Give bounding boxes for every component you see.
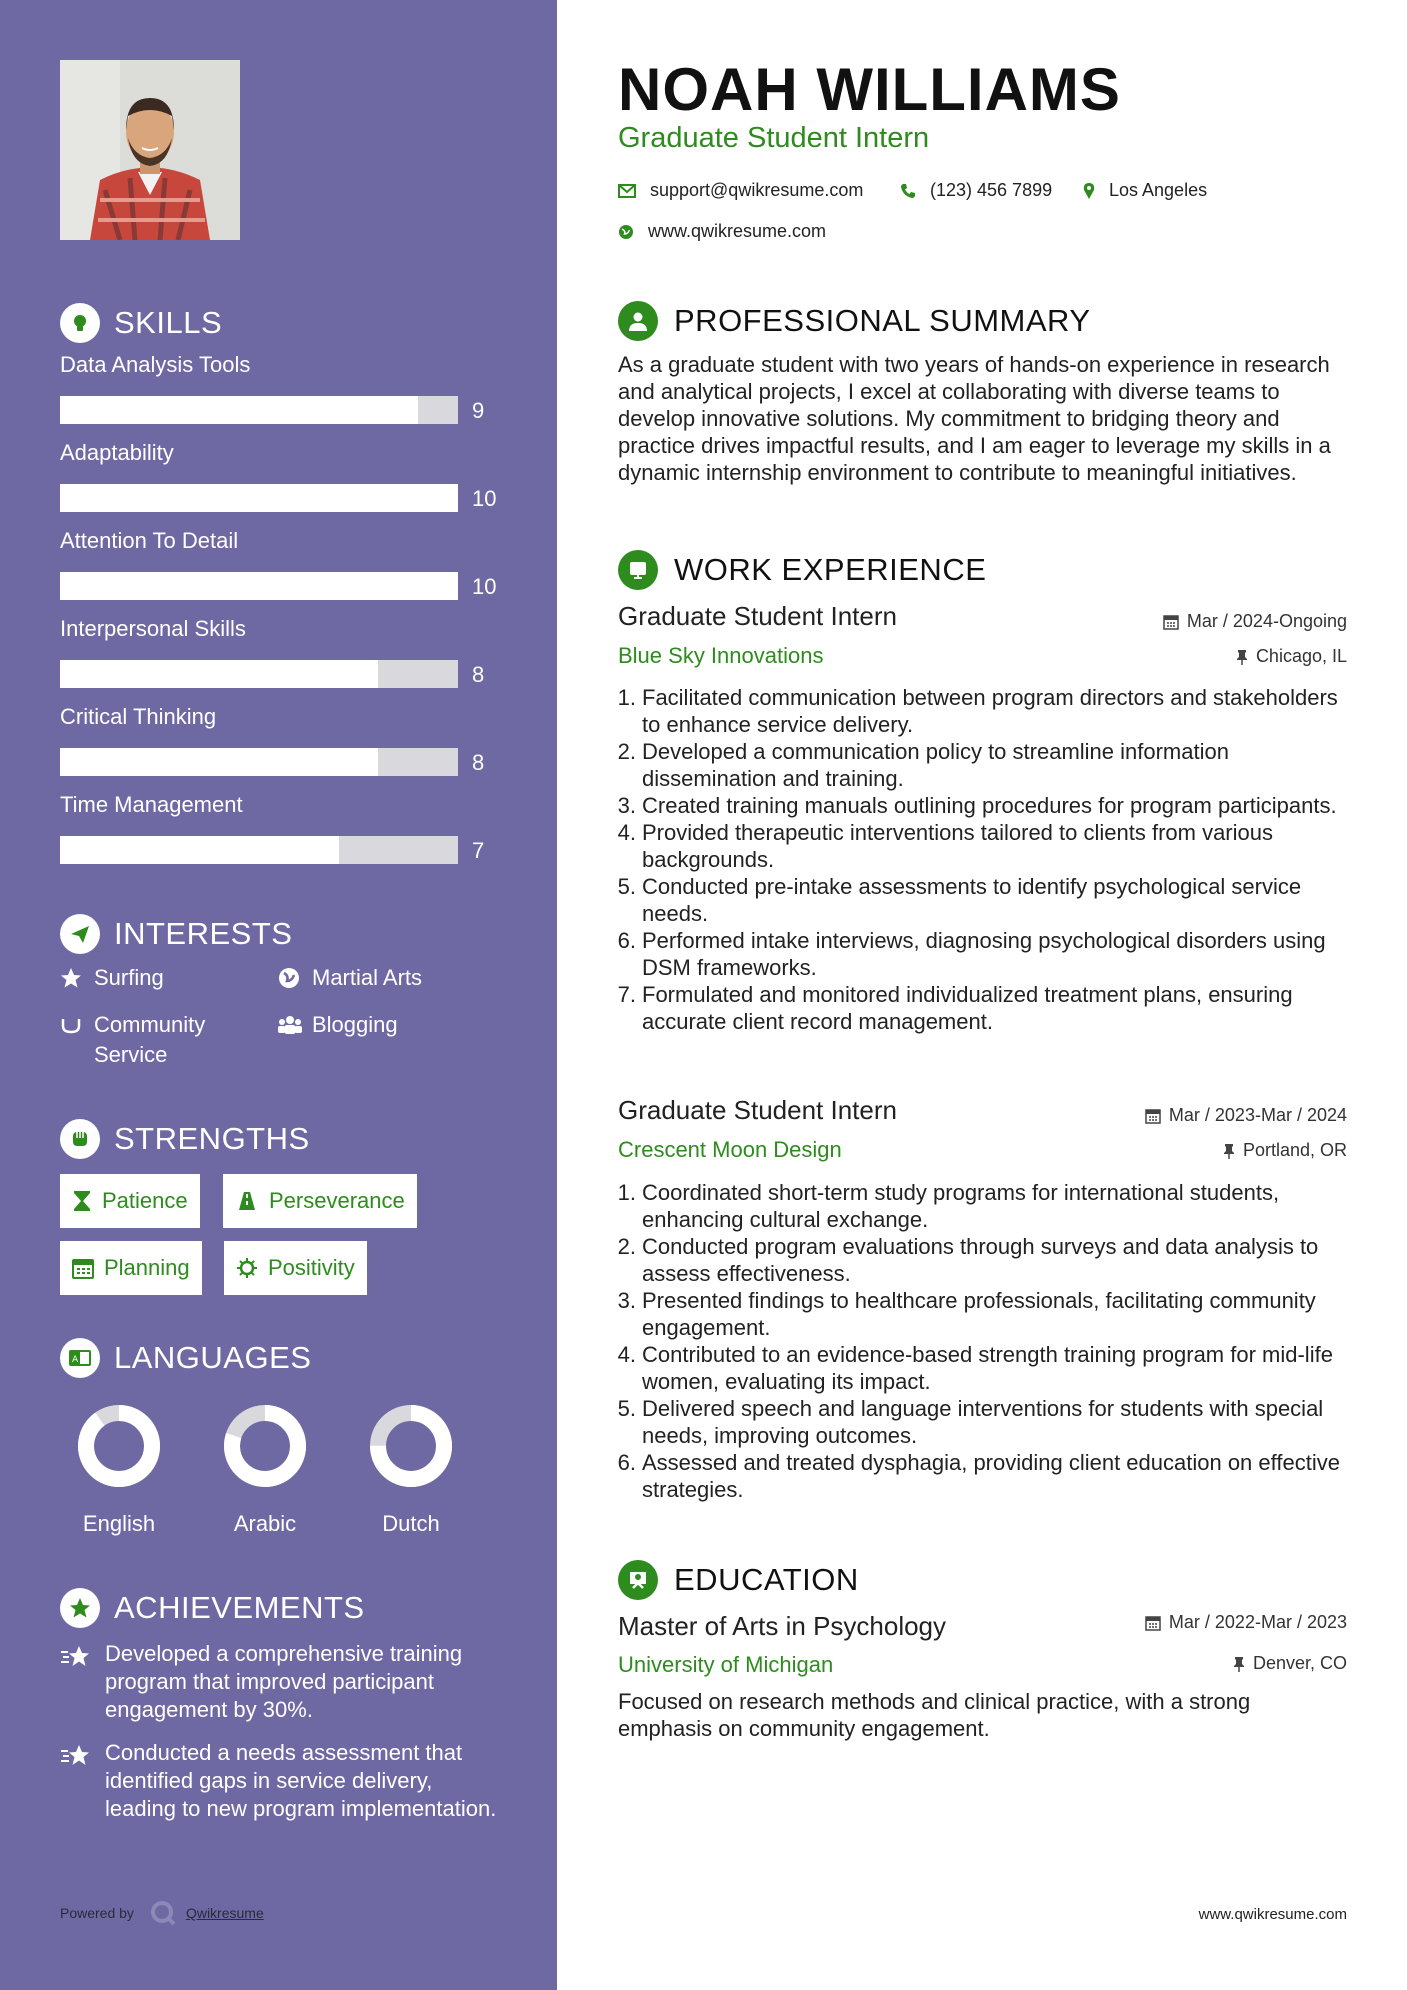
strengths-title: STRENGTHS: [114, 1121, 310, 1156]
duty-item: 2. Developed a communication policy to streamline information dissemination and training.: [610, 738, 1350, 792]
interest-label: Blogging: [312, 1012, 398, 1037]
duty-item: 6. Assessed and treated dysphagia, providing client education on effective strategies.: [610, 1449, 1350, 1503]
skill-value: 8: [472, 750, 485, 775]
skills-title: SKILLS: [114, 305, 223, 340]
duty-text: Presented findings to healthcare professionals, facilitating community engagement.: [642, 1288, 1316, 1340]
footer-url[interactable]: www.qwikresume.com: [1198, 1906, 1347, 1923]
interest-item: [60, 963, 164, 993]
skill-item: [60, 526, 500, 599]
degree-title: Master of Arts in Psychology: [618, 1611, 947, 1641]
duty-text: Created training manuals outlining procedures for program participants.: [642, 793, 1337, 818]
skill-name: Data Analysis Tools: [60, 352, 251, 377]
duty-text: Developed a communication policy to streamline information dissemination and training.: [642, 739, 1229, 791]
powered-by-label: Powered by: [60, 1905, 134, 1921]
interests-heading: [60, 914, 292, 954]
lightbulb-icon: [60, 303, 100, 343]
strength-label: Perseverance: [269, 1188, 405, 1213]
pushpin-icon: [1223, 1143, 1235, 1159]
interests-title: INTERESTS: [114, 916, 293, 951]
strength-tag: [223, 1174, 417, 1228]
experience-heading: [618, 550, 986, 590]
website-text[interactable]: www.qwikresume.com: [648, 221, 827, 241]
skill-value: 10: [472, 486, 497, 511]
skill-item: [60, 350, 500, 423]
job-dates-text: Mar / 2023-Mar / 2024: [1168, 1105, 1347, 1125]
strengths-heading: [60, 1119, 310, 1159]
strength-tag: [60, 1241, 202, 1295]
skill-name: Critical Thinking: [60, 704, 217, 729]
experience-title: WORK EXPERIENCE: [674, 552, 987, 587]
skill-bar-fill: [60, 572, 458, 600]
language-item: [54, 1398, 184, 1537]
fist-icon: [60, 1119, 100, 1159]
interest-label: Community Service: [94, 1012, 206, 1067]
skill-bar-fill: [60, 396, 418, 424]
award-star-icon: [60, 1588, 100, 1628]
skill-bar: [60, 836, 458, 864]
skill-bar-fill: [60, 836, 339, 864]
calendar-icon: [1145, 1615, 1161, 1631]
languages-heading: [60, 1338, 311, 1378]
shooting-star-icon: [60, 1640, 105, 1673]
envelope-icon: [618, 184, 636, 198]
person-photo-icon: [60, 60, 240, 240]
job-dates: [1145, 1105, 1347, 1126]
phone-text[interactable]: (123) 456 7899: [930, 180, 1053, 200]
job-company: Crescent Moon Design: [618, 1137, 842, 1162]
interest-item: [278, 1010, 398, 1040]
achievements-title: ACHIEVEMENTS: [114, 1590, 365, 1625]
skill-value: 7: [472, 838, 485, 863]
globe-icon: [278, 963, 312, 989]
job-dates-text: Mar / 2024-Ongoing: [1186, 611, 1347, 631]
duty-text: Contributed to an evidence-based strength training program for mid-life women, evaluating its impact.: [642, 1342, 1333, 1394]
pushpin-icon: [1233, 1656, 1245, 1672]
summary-title: PROFESSIONAL SUMMARY: [674, 303, 1091, 338]
skill-bar: [60, 572, 458, 600]
achievement-item: [60, 1640, 500, 1724]
duty-item: 7. Formulated and monitored individualized treatment plans, ensuring accurate client record management.: [610, 981, 1350, 1035]
job-title: Graduate Student Intern: [618, 601, 897, 631]
road-icon: [235, 1191, 259, 1211]
education-location: [1233, 1653, 1347, 1674]
user-icon: [618, 301, 658, 341]
language-label: Dutch: [382, 1511, 440, 1536]
languages-title: LANGUAGES: [114, 1340, 312, 1375]
hourglass-icon: [72, 1190, 92, 1212]
duty-item: 3. Created training manuals outlining procedures for program participants.: [617, 793, 1337, 818]
education-location-text: Denver, CO: [1252, 1653, 1347, 1673]
pushpin-icon: [1236, 649, 1248, 665]
duty-item: 1. Coordinated short-term study programs for international students, enhancing cultural exchange.: [610, 1179, 1350, 1233]
svg-text:A: A: [72, 1355, 79, 1365]
location-text: Los Angeles: [1109, 180, 1208, 200]
hands-icon: [60, 1010, 94, 1036]
profile-photo: [60, 60, 240, 240]
skill-name: Interpersonal Skills: [60, 616, 246, 641]
duty-text: Conducted program evaluations through surveys and data analysis to assess effectiveness.: [642, 1234, 1319, 1286]
duty-text: Provided therapeutic interventions tailored to clients from various backgrounds.: [642, 820, 1273, 872]
job-dates: [1163, 611, 1347, 632]
skill-name: Attention To Detail: [60, 528, 239, 553]
summary-heading: [618, 301, 1091, 341]
calendar-icon: [1163, 614, 1179, 630]
strength-label: Positivity: [268, 1255, 355, 1280]
language-label: English: [82, 1511, 156, 1536]
duty-text: Performed intake interviews, diagnosing psychological disorders using DSM frameworks.: [642, 928, 1326, 980]
job-location-text: Chicago, IL: [1255, 646, 1347, 666]
star-icon: [60, 963, 94, 989]
skill-bar-fill: [60, 484, 458, 512]
skill-bar-fill: [60, 660, 378, 688]
education-title: EDUCATION: [674, 1562, 859, 1597]
users-icon: [278, 1010, 312, 1036]
duty-item: 3. Presented findings to healthcare professionals, facilitating community engagement.: [610, 1287, 1350, 1341]
skill-value: 9: [472, 398, 485, 423]
strength-tag: [224, 1241, 367, 1295]
contact-phone: [900, 180, 1052, 201]
duty-text: Facilitated communication between program directors and stakeholders to enhance service delivery.: [642, 685, 1338, 737]
language-ring: [363, 1398, 459, 1494]
powered-by: [60, 1900, 264, 1926]
skill-value: 8: [472, 662, 485, 687]
job-duties: [610, 1179, 1350, 1503]
duty-text: Formulated and monitored individualized treatment plans, ensuring accurate client record management.: [642, 982, 1293, 1034]
sidebar: [0, 0, 557, 1990]
skill-item: [60, 614, 500, 687]
duty-item: 6. Performed intake interviews, diagnosing psychological disorders using DSM frameworks.: [610, 927, 1350, 981]
duty-text: Conducted pre-intake assessments to identify psychological service needs.: [642, 874, 1302, 926]
duty-item: 4. Provided therapeutic interventions tailored to clients from various backgrounds.: [610, 819, 1350, 873]
education-dates-text: Mar / 2022-Mar / 2023: [1168, 1612, 1347, 1632]
job-title: Graduate Student Intern: [618, 1095, 897, 1125]
strength-label: Planning: [104, 1255, 190, 1280]
skill-bar: [60, 396, 458, 424]
sun-icon: [236, 1257, 258, 1279]
skill-item: [60, 702, 500, 775]
language-item: [200, 1398, 330, 1537]
calendar-icon: [72, 1257, 94, 1279]
qwikresume-logo-icon: [150, 1900, 176, 1926]
achievements-heading: [60, 1588, 365, 1628]
map-pin-icon: [1083, 182, 1095, 200]
qwikresume-link[interactable]: Qwikresume: [185, 1905, 264, 1921]
skill-name: Time Management: [60, 792, 243, 817]
contact-location: [1083, 180, 1207, 201]
briefcase-icon: [618, 550, 658, 590]
education-dates: [1145, 1612, 1347, 1633]
interest-label: Martial Arts: [312, 965, 423, 990]
paper-plane-icon: [60, 914, 100, 954]
graduation-cap-icon: [618, 1560, 658, 1600]
candidate-role: Graduate Student Intern: [618, 122, 930, 154]
duty-item: 4. Contributed to an evidence-based strength training program for mid-life women, evaluating its impact.: [610, 1341, 1350, 1395]
interest-label: Surfing: [94, 965, 164, 990]
interest-item: [278, 963, 422, 993]
strength-label: Patience: [102, 1188, 188, 1213]
duty-item: 5. Delivered speech and language interventions for students with special needs, improving outcomes.: [610, 1395, 1350, 1449]
duty-text: Delivered speech and language interventions for students with special needs, improving outcomes.: [642, 1396, 1324, 1448]
duty-item: 1. Facilitated communication between program directors and stakeholders to enhance service delivery.: [610, 684, 1350, 738]
language-icon: [60, 1338, 100, 1378]
job-location: [1223, 1140, 1347, 1161]
skill-value: 10: [472, 574, 497, 599]
candidate-name: NOAH WILLIAMS: [618, 56, 1121, 123]
education-heading: [618, 1560, 859, 1600]
contact-website: [618, 221, 826, 242]
calendar-icon: [1145, 1108, 1161, 1124]
duty-text: Assessed and treated dysphagia, providing client education on effective strategies.: [642, 1450, 1340, 1502]
skill-bar-fill: [60, 748, 378, 776]
language-item: [346, 1398, 476, 1537]
skill-name: Adaptability: [60, 440, 174, 465]
summary-text: As a graduate student with two years of hands-on experience in research and analytical projects, I excel at collaborating with diverse teams to develop innovative solutions. My commitment to bridging theory and practice drives impactful results, and I am eager to leverage my skills in a dynamic internship environment to contribute to meaningful initiatives.: [618, 352, 1331, 485]
job-company: Blue Sky Innovations: [618, 643, 824, 668]
job-location: [1236, 646, 1347, 667]
language-ring: [217, 1398, 313, 1494]
duty-item: 5. Conducted pre-intake assessments to identify psychological service needs.: [610, 873, 1350, 927]
interest-item: [60, 1010, 205, 1070]
job-location-text: Portland, OR: [1242, 1140, 1347, 1160]
job-duties: [610, 684, 1350, 1035]
skill-item: [60, 438, 500, 511]
school-name: University of Michigan: [618, 1652, 834, 1677]
language-ring: [71, 1398, 167, 1494]
globe-icon: [618, 224, 634, 240]
strength-tag: [60, 1174, 200, 1228]
duty-text: Coordinated short-term study programs for international students, enhancing cultural exchange.: [642, 1180, 1280, 1232]
skill-bar: [60, 660, 458, 688]
language-label: Arabic: [233, 1511, 297, 1536]
email-text[interactable]: support@qwikresume.com: [650, 180, 864, 200]
achievement-text: Developed a comprehensive training program that improved participant engagement by 30%.: [105, 1641, 463, 1722]
duty-item: 2. Conducted program evaluations through surveys and data analysis to assess effectiveness.: [610, 1233, 1350, 1287]
phone-icon: [900, 183, 916, 199]
skills-heading: [60, 303, 222, 343]
shooting-star-icon: [60, 1739, 105, 1772]
education-description: Focused on research methods and clinical practice, with a strong emphasis on community engagement.: [618, 1689, 1251, 1741]
skill-bar: [60, 484, 458, 512]
contact-email: [618, 180, 863, 201]
achievement-item: [60, 1739, 500, 1823]
skill-bar: [60, 748, 458, 776]
achievement-text: Conducted a needs assessment that identified gaps in service delivery, leading to new program implementation.: [105, 1740, 497, 1821]
skill-item: [60, 790, 500, 863]
